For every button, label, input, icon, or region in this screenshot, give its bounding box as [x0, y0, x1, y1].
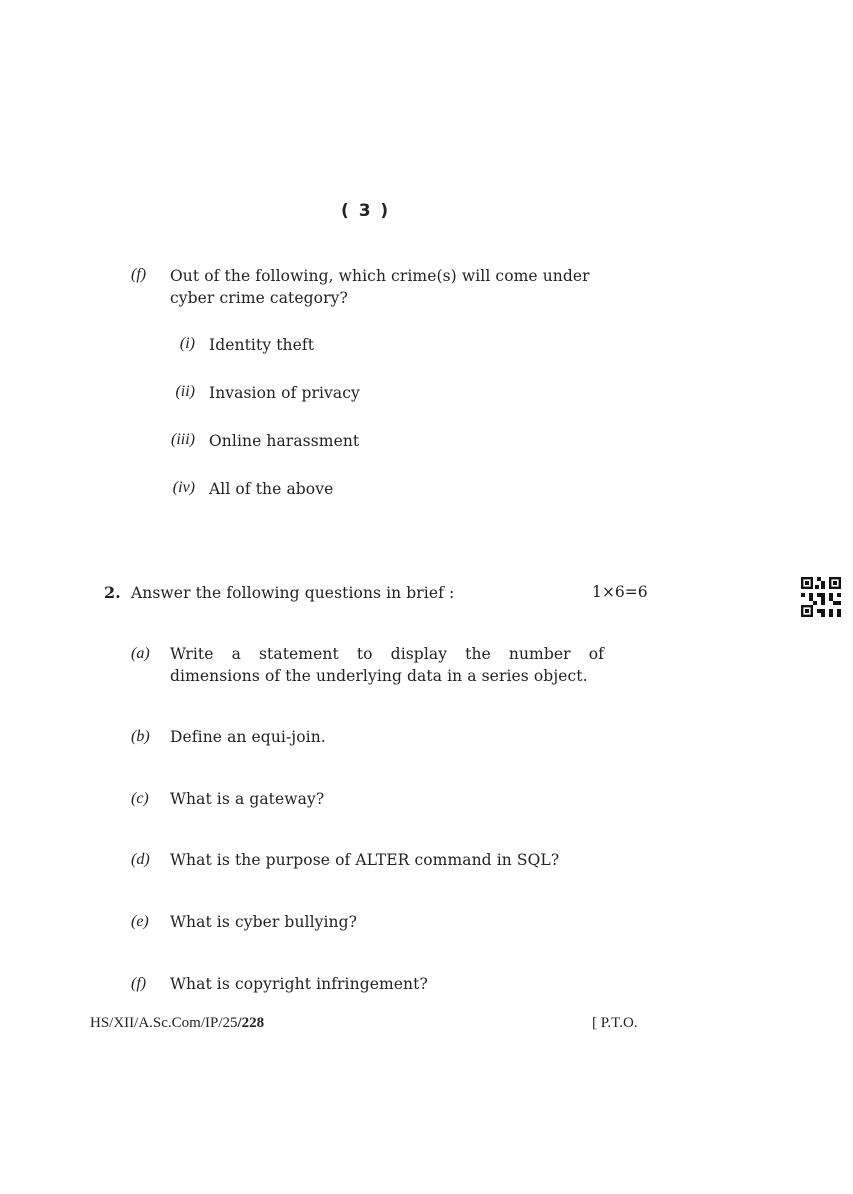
- option-text: Identity theft: [209, 336, 315, 354]
- option-text: All of the above: [209, 480, 334, 498]
- part-label: (c): [131, 790, 149, 807]
- q1f-text-line1: Out of the following, which crime(s) will come under: [170, 267, 590, 285]
- part-label: (f): [131, 975, 147, 992]
- option-label: (iv): [172, 479, 195, 496]
- paper-code-prefix: HS/XII/A.Sc.Com/IP/25: [90, 1015, 238, 1031]
- part-text: What is the purpose of ALTER command in SQL?: [170, 851, 560, 869]
- marks-allocation: 1×6=6: [592, 583, 648, 601]
- option-text: Invasion of privacy: [209, 384, 360, 402]
- paper-code-suffix: /228: [237, 1015, 265, 1031]
- qr-code-icon: [801, 577, 841, 617]
- part-label: (e): [131, 913, 149, 930]
- part-text-line1: Write a statement to display the number of: [170, 645, 604, 663]
- q1f-label: (f): [131, 266, 147, 283]
- option-label: (iii): [171, 431, 195, 448]
- question-number: 2.: [104, 583, 121, 602]
- part-label: (d): [131, 851, 150, 868]
- part-text: What is a gateway?: [170, 790, 325, 808]
- part-text: What is copyright infringement?: [170, 975, 428, 993]
- q1f-text-line2: cyber crime category?: [170, 289, 348, 307]
- part-label: (b): [131, 728, 150, 745]
- paper-code: [90, 1015, 264, 1032]
- part-text: What is cyber bullying?: [170, 913, 358, 931]
- part-text: Define an equi-join.: [170, 728, 326, 746]
- pto-label: [ P.T.O.: [592, 1015, 638, 1031]
- option-label: (ii): [175, 383, 195, 400]
- question-title: Answer the following questions in brief :: [131, 584, 455, 602]
- page-number: ( 3 ): [341, 201, 391, 221]
- part-text-line2: dimensions of the underlying data in a series object.: [170, 667, 588, 685]
- part-label: (a): [131, 645, 150, 662]
- option-text: Online harassment: [209, 432, 360, 450]
- option-label: (i): [179, 335, 195, 352]
